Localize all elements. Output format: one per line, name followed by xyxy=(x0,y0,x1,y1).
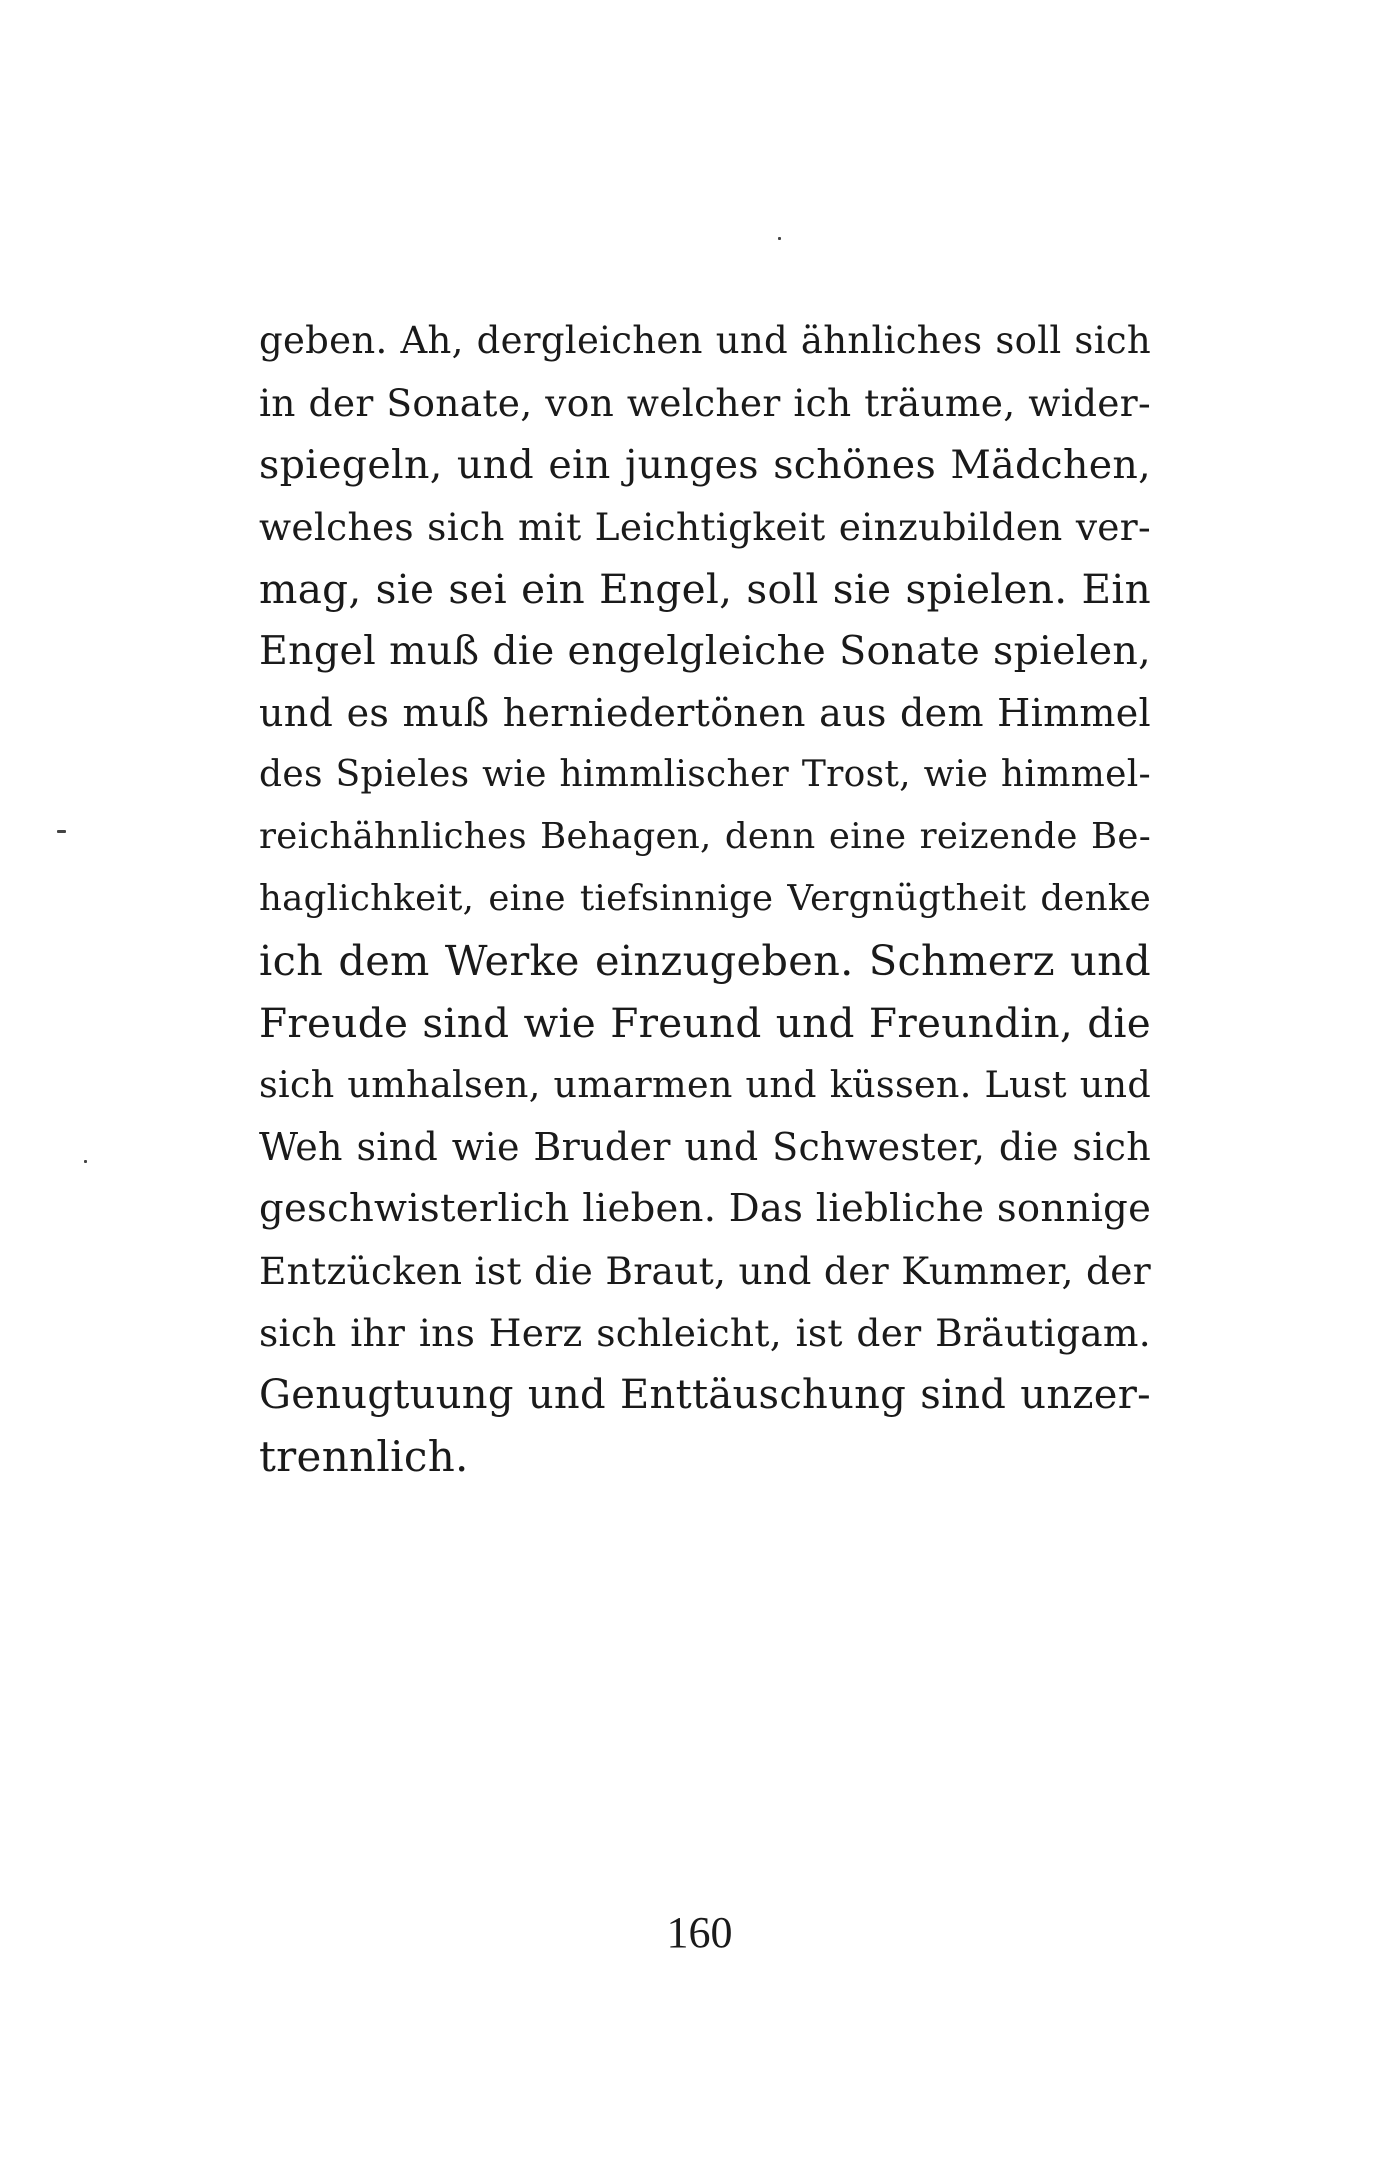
text-line: trennlich. xyxy=(259,1432,469,1481)
text-line: reichähnliches Behagen, denn eine reizende Be- xyxy=(259,816,1151,857)
text-line: und es muß herniedertönen aus dem Himmel xyxy=(259,691,1151,735)
text-line: Engel muß die engelgleiche Sonate spielen, xyxy=(259,628,1151,674)
text-line: sich ihr ins Herz schleicht, ist der Bräutigam. xyxy=(259,1311,1151,1355)
text-line: Freude sind wie Freund und Freundin, die xyxy=(259,999,1151,1047)
text-line: Weh sind wie Bruder und Schwester, die sich xyxy=(259,1125,1151,1169)
page-number: 160 xyxy=(666,1908,733,1957)
text-line: geschwisterlich lieben. Das liebliche sonnige xyxy=(259,1186,1152,1231)
text-line: sich umhalsen, umarmen und küssen. Lust und xyxy=(259,1063,1151,1106)
text-line: ich dem Werke einzugeben. Schmerz und xyxy=(259,936,1151,985)
text-line: Genugtuung und Enttäuschung sind unzer- xyxy=(259,1372,1151,1418)
scan-speck xyxy=(778,237,781,240)
text-line: geben. Ah, dergleichen und ähnliches soll sich xyxy=(259,319,1151,362)
body-text xyxy=(259,310,1151,1488)
text-line: des Spieles wie himmlischer Trost, wie himmel- xyxy=(259,754,1151,795)
text-line: in der Sonate, von welcher ich träume, wider- xyxy=(259,381,1151,425)
scan-speck xyxy=(57,830,66,833)
text-line: welches sich mit Leichtigkeit einzubilden ver- xyxy=(259,505,1151,549)
scan-speck xyxy=(84,1160,87,1163)
text-line: mag, sie sei ein Engel, soll sie spielen. Ein xyxy=(259,565,1151,613)
text-line: haglichkeit, eine tiefsinnige Vergnügtheit denke xyxy=(259,878,1151,919)
text-line: Entzücken ist die Braut, und der Kummer, der xyxy=(259,1249,1151,1293)
text-line: spiegeln, und ein junges schönes Mädchen, xyxy=(259,442,1151,488)
